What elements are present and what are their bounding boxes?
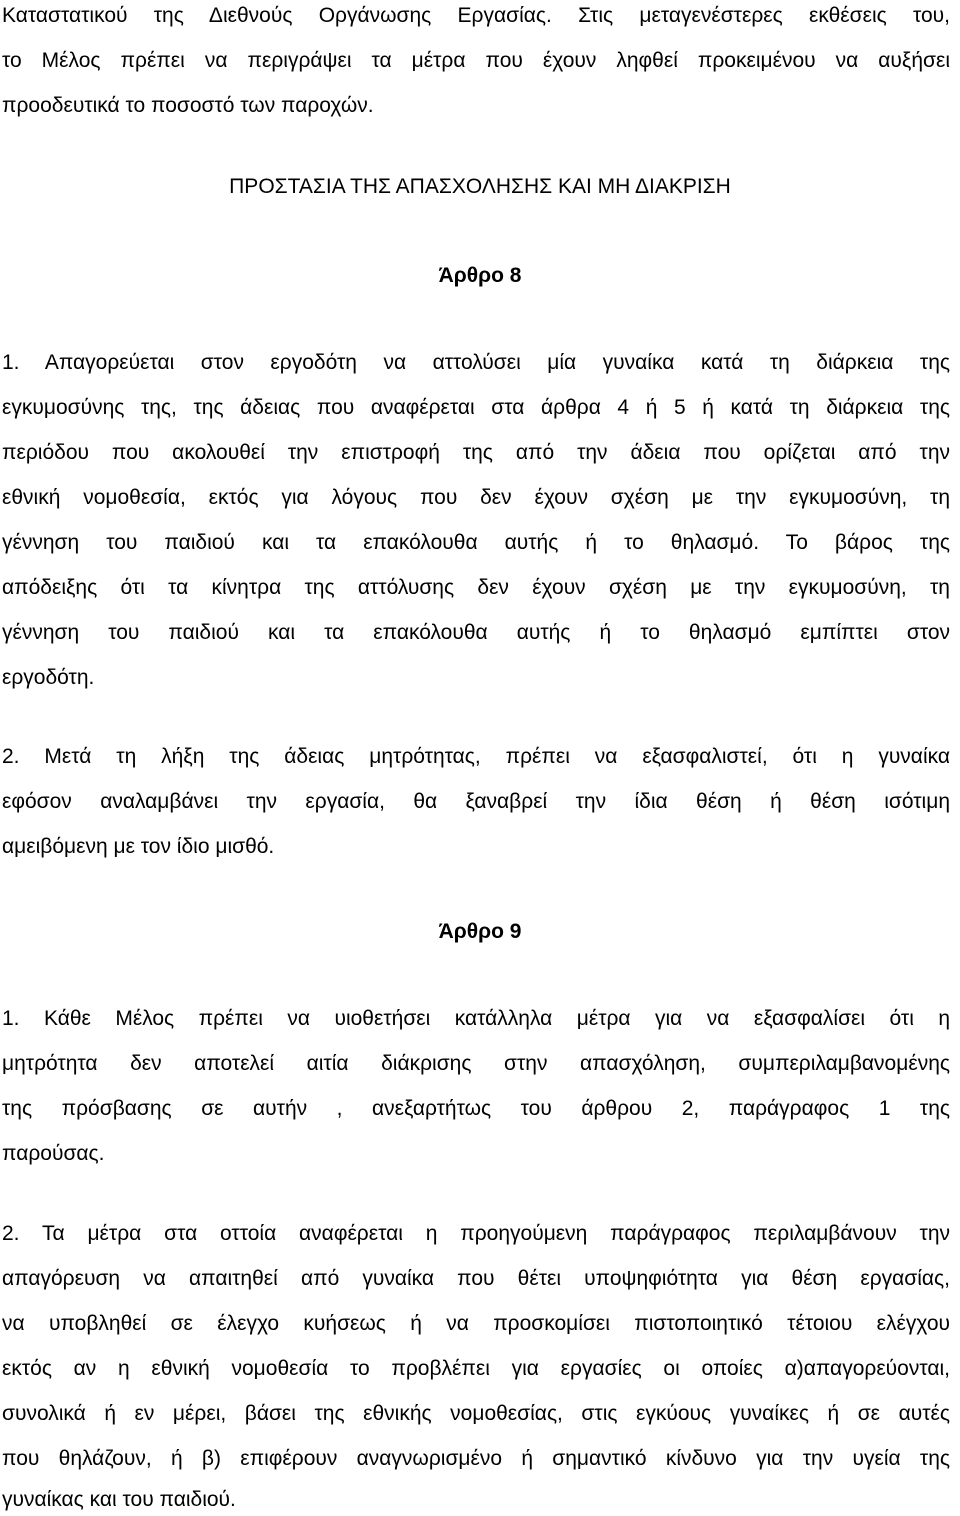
intro-line-3: προοδευτικά το ποσοστό των παροχών. [2, 94, 374, 117]
article-8-p1-line-2: εγκυμοσύνης της, της άδειας που αναφέρεται στα άρθρα 4 ή 5 ή κατά τη διάρκεια της [2, 396, 950, 419]
article-8-p2-line-3: αμειβόμενη με τον ίδιο μισθό. [2, 835, 275, 858]
article-8-p1-line-5: γέννηση του παιδιού και τα επακόλουθα αυτής ή το θηλασμό. Το βάρος της [2, 531, 950, 554]
article-9-p2-line-3: να υποβληθεί σε έλεγχο κυήσεως ή να προσκομίσει πιστοποιητικό τέτοιου ελέγχου [2, 1312, 950, 1335]
article-8-p1-line-1: 1. Απαγορεύεται στον εργοδότη να αττολύσει μία γυναίκα κατά τη διάρκεια της [2, 351, 950, 374]
article-9-p2-line-4: εκτός αν η εθνική νομοθεσία το προβλέπει για εργασίες οι οποίες α)απαγορεύονται, [2, 1357, 950, 1380]
article-8-p1-line-4: εθνική νομοθεσία, εκτός για λόγους που δεν έχουν σχέση με την εγκυμοσύνη, τη [2, 486, 950, 509]
article-8-p2-line-1: 2. Μετά τη λήξη της άδειας μητρότητας, πρέπει να εξασφαλιστεί, ότι η γυναίκα [2, 745, 950, 768]
article-8-title: Άρθρο 8 [438, 264, 522, 287]
intro-line-2: το Μέλος πρέπει να περιγράψει τα μέτρα που έχουν ληφθεί προκειμένου να αυξήσει [2, 49, 950, 72]
article-9-p1-line-4: παρούσας. [2, 1142, 105, 1165]
article-9-title: Άρθρο 9 [438, 920, 522, 943]
article-9-p1-line-2: μητρότητα δεν αποτελεί αιτία διάκρισης στην απασχόληση, συμπεριλαμβανομένης [2, 1052, 950, 1075]
article-8-p1-line-7: γέννηση του παιδιού και τα επακόλουθα αυτής ή το θηλασμό εμπίπτει στον [2, 621, 950, 644]
article-8-p1-line-3: περιόδου που ακολουθεί την επιστροφή της από την άδεια που ορίζεται από την [2, 441, 950, 464]
article-9-p2-line-5: συνολικά ή εν μέρει, βάσει της εθνικής νομοθεσίας, στις εγκύους γυναίκες ή σε αυτές [2, 1402, 950, 1425]
article-9-p1-line-1: 1. Κάθε Μέλος πρέπει να υιοθετήσει κατάλληλα μέτρα για να εξασφαλίσει ότι η [2, 1007, 950, 1030]
intro-line-1: Καταστατικού της Διεθνούς Οργάνωσης Εργασίας. Στις μεταγενέστερες εκθέσεις του, [2, 4, 950, 27]
article-9-p2-line-1: 2. Τα μέτρα στα οττοία αναφέρεται η προηγούμενη παράγραφος περιλαμβάνουν την [2, 1222, 950, 1245]
article-8-p1-line-8: εργοδότη. [2, 666, 95, 689]
article-9-p2-line-2: απαγόρευση να απαιτηθεί από γυναίκα που θέτει υποψηφιότητα για θέση εργασίας, [2, 1267, 950, 1290]
article-9-p1-line-3: της πρόσβασης σε αυτήν , ανεξαρτήτως του άρθρου 2, παράγραφος 1 της [2, 1097, 950, 1120]
article-9-p2-line-7: γυναίκας και του παιδιού. [2, 1488, 236, 1511]
section-heading: ΠΡΟΣΤΑΣΙΑ ΤΗΣ ΑΠΑΣΧΟΛΗΣΗΣ ΚΑΙ ΜΗ ΔΙΑΚΡΙΣΗ [229, 175, 731, 198]
article-8-p1-line-6: απόδειξης ότι τα κίνητρα της αττόλυσης δεν έχουν σχέση με την εγκυμοσύνη, τη [2, 576, 950, 599]
article-8-p2-line-2: εφόσον αναλαμβάνει την εργασία, θα ξαναβρεί την ίδια θέση ή θέση ισότιμη [2, 790, 950, 813]
article-9-p2-line-6: που θηλάζουν, ή β) επιφέρουν αναγνωρισμένο ή σημαντικό κίνδυνο για την υγεία της [2, 1447, 950, 1470]
